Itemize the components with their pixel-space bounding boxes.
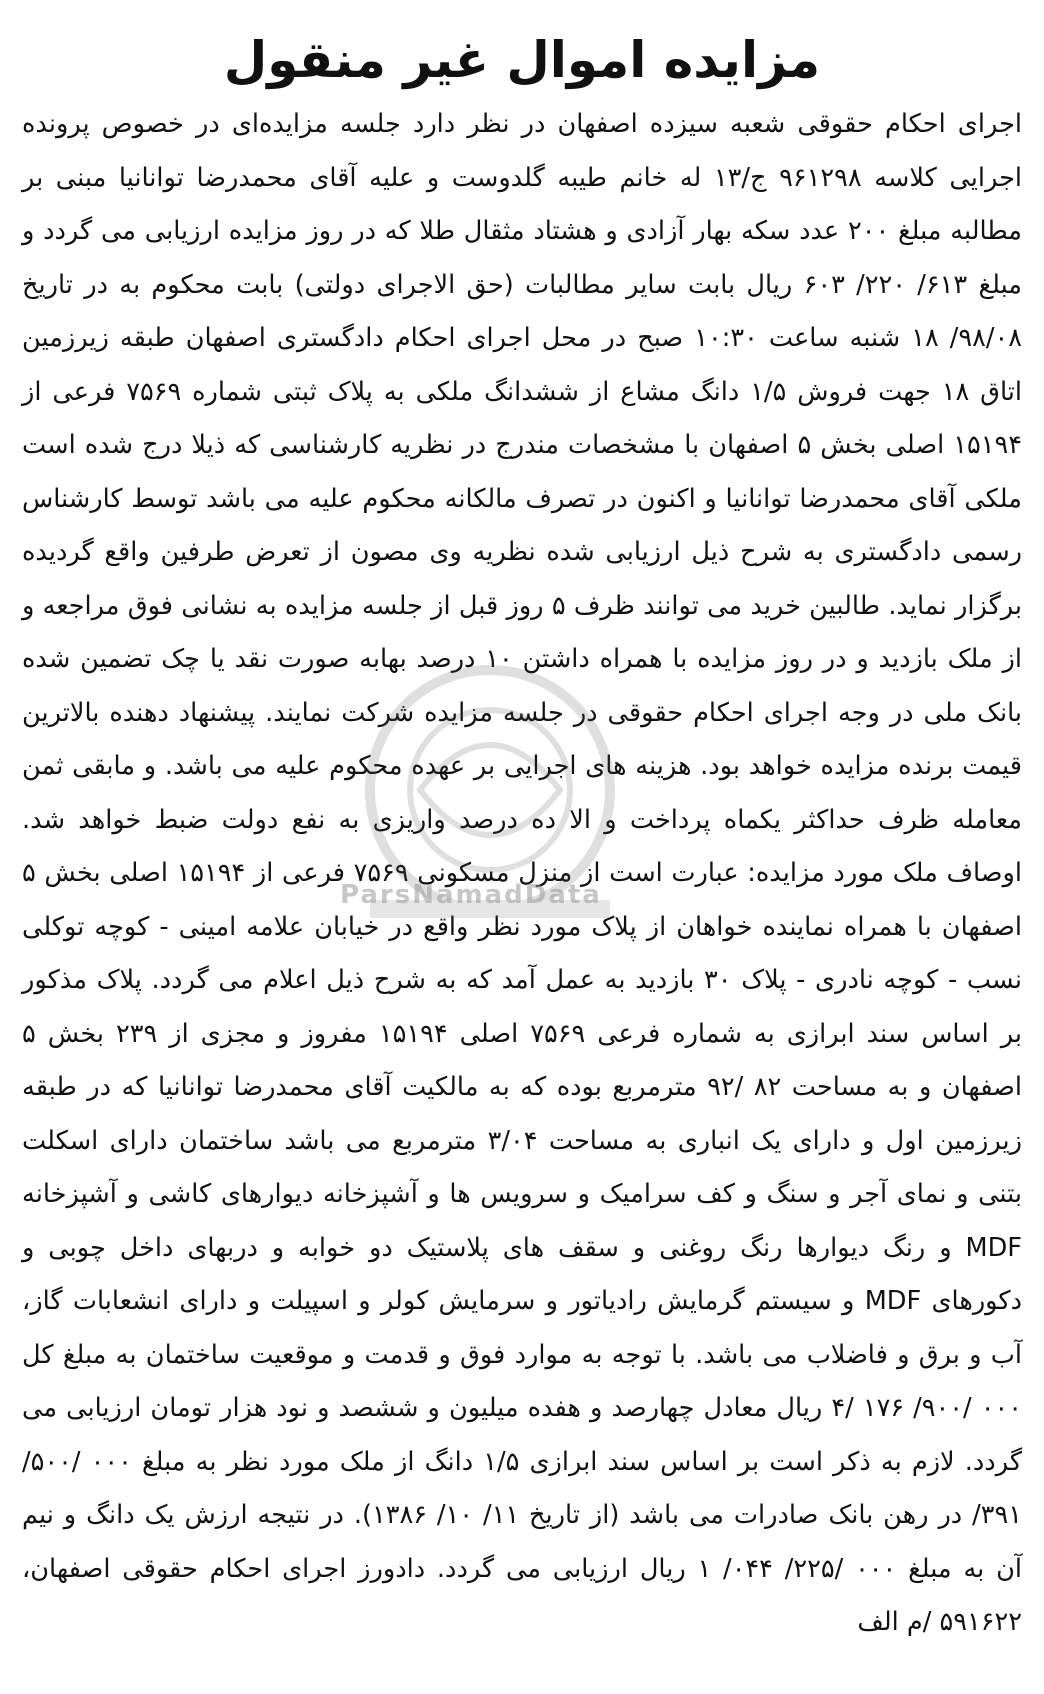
notice-body: اجرای احکام حقوقی شعبه سیزده اصفهان در نظر دارد جلسه مزایده‌ای در خصوص پرونده اجرایی کلاسه ۹۶۱۲۹۸ ج/۱۳ له خانم طیبه گلدوست و علیه آقای محمدرضا توانانیا مبنی بر مطالبه مبلغ ۲۰۰ عدد سکه بهار آزادی و هشتاد مثقال طلا که در روز مزایده ارزیابی می گردد و مبلغ ۶۱۳/ ۲۲۰/ ۶۰۳ ریال بابت سایر مطالبات (حق الاجرای دولتی) بابت محکوم به در تاریخ ۹۸/۰۸/ ۱۸ شنبه ساعت ۱۰:۳۰ صبح در محل اجرای احکام دادگستری اصفهان طبقه زیرزمین اتاق ۱۸ جهت فروش ۱/۵ دانگ مشاع از ششدانگ ملکی به پلاک ثبتی شماره ۷۵۶۹ فرعی از ۱۵۱۹۴ اصلی بخش ۵ اصفهان با مشخصات مندرج در نظریه کارشناسی که ذیلا درج شده است ملکی آقای محمدرضا توانانیا و اکنون در تصرف مالکانه محکوم علیه می باشد توسط کارشناس رسمی دادگستری به شرح ذیل ارزیابی شده نظریه وی مصون از تعرض طرفین واقع گردیده برگزار نماید. طالبین خرید می توانند ظرف ۵ روز قبل از جلسه مزایده به نشانی فوق مراجعه و از ملک بازدید و در روز مزایده با همراه داشتن ۱۰ درصد بهابه صورت نقد یا چک تضمین شده بانک ملی در وجه اجرای احکام حقوقی در جلسه مزایده شرکت نمایند. پیشنهاد دهنده بالاترین قیمت برنده مزایده خواهد بود. هزینه های اجرایی بر عهده محکوم علیه می باشد. و مابقی ثمن معامله ظرف حداکثر یکماه پرداخت و الا ده درصد واریزی به نفع دولت ضبط خواهد شد. اوصاف ملک مورد مزایده: عبارت است از منزل مسکونی ۷۵۶۹ فرعی از ۱۵۱۹۴ اصلی بخش ۵ اصفهان با همراه نماینده خواهان از پلاک مورد نظر واقع در خیابان علامه امینی - کوچه توکلی نسب - کوچه نادری - پلاک ۳۰ بازدید به عمل آمد که به شرح ذیل اعلام می گردد. پلاک مذکور بر اساس سند ابرازی به شماره فرعی ۷۵۶۹ اصلی ۱۵۱۹۴ مفروز و مجزی از ۲۳۹ بخش ۵ اصفهان و به مساحت ۸۲ /۹۲ مترمربع بوده که به مالکیت آقای محمدرضا توانانیا که در طبقه زیرزمین اول و دارای یک انباری به مساحت ۳/۰۴ مترمربع می باشد ساختمان دارای اسکلت بتنی و نمای آجر و سنگ و کف سرامیک و سرویس ها و آشپزخانه دیوارهای کاشی و آشپزخانه MDF و رنگ دیوارها رنگ روغنی و سقف های پلاستیک دو خوابه و دربهای داخل چوبی و دکورهای MDF و سیستم گرمایش رادیاتور و سرمایش کولر و اسپیلت و دارای انشعابات گاز، آب و برق و فاضلاب می باشد. با توجه به موارد فوق و قدمت و موقعیت ساختمان به مبلغ کل ۰۰۰ /۹۰۰/ ۱۷۶ /۴ ریال معادل چهارصد و هفده میلیون و ششصد و نود هزار تومان ارزیابی می گردد. لازم به ذکر است بر اساس سند ابرازی ۱/۵ دانگ از ملک مورد نظر به مبلغ ۰۰۰ /۵۰۰/ ۳۹۱/ در رهن بانک صادرات می باشد (از تاریخ ۱۱/ ۱۰/ ۱۳۸۶). در نتیجه ارزش یک دانگ و نیم آن به مبلغ ۰۰۰ /۲۲۵/ ۰۴۴/ ۱ ریال ارزیابی می گردد. دادورز اجرای احکام حقوقی اصفهان، ۵۹۱۶۲۲ /م الف xyxy=(22,109,1023,1637)
watermark-brand: ParsNamadData xyxy=(340,880,602,910)
notice-title: مزایده اموال غیر منقول xyxy=(223,31,821,89)
